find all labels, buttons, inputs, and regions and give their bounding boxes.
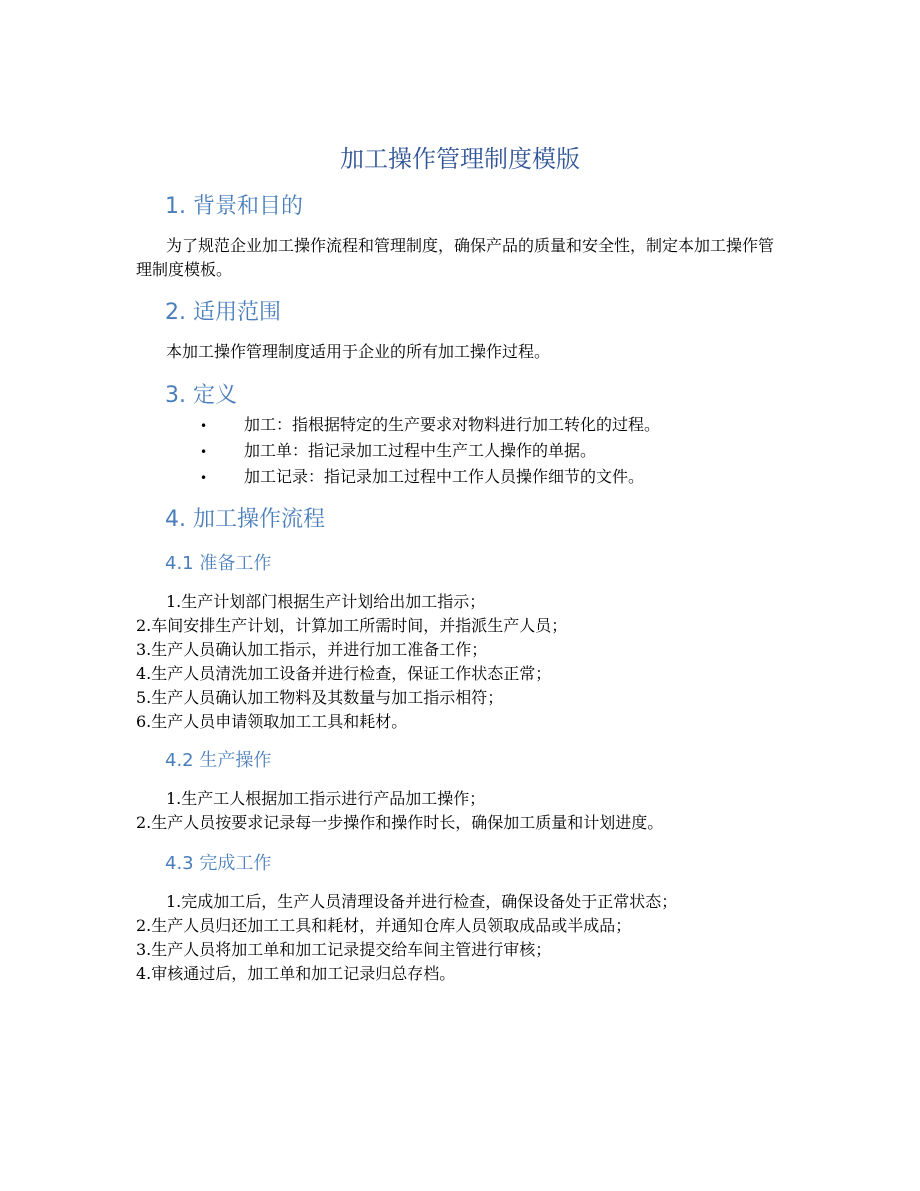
definition-item bbox=[200, 439, 596, 464]
procedure-line: 6.生产人员申请领取加工工具和耗材。 bbox=[136, 712, 408, 731]
procedure-line: 1.完成加工后，生产人员清理设备并进行检查，确保设备处于正常状态； bbox=[166, 892, 678, 911]
procedure-line: 3.生产人员确认加工指示，并进行加工准备工作； bbox=[136, 640, 488, 659]
subsection-heading-completion: 4.3 完成工作 bbox=[165, 853, 272, 874]
document-title: 加工操作管理制度模版 bbox=[340, 145, 580, 173]
procedure-line: 5.生产人员确认加工物料及其数量与加工指示相符； bbox=[136, 688, 504, 707]
definition-text: 加工单：指记录加工过程中生产工人操作的单据。 bbox=[244, 441, 597, 460]
definition-item bbox=[200, 465, 644, 490]
procedure-line: 4.审核通过后，加工单和加工记录归总存档。 bbox=[136, 964, 456, 983]
subsection-heading-production: 4.2 生产操作 bbox=[165, 750, 272, 771]
section-body-scope: 本加工操作管理制度适用于企业的所有加工操作过程。 bbox=[166, 342, 551, 361]
definition-item bbox=[200, 413, 660, 438]
procedure-line: 2.生产人员归还加工工具和耗材，并通知仓库人员领取成品或半成品； bbox=[136, 916, 632, 935]
procedure-line: 2.生产人员按要求记录每一步操作和操作时长，确保加工质量和计划进度。 bbox=[136, 813, 664, 832]
definition-text: 加工记录：指记录加工过程中工作人员操作细节的文件。 bbox=[244, 467, 645, 486]
section-heading-definitions: 3. 定义 bbox=[165, 383, 237, 408]
procedure-line: 1.生产工人根据加工指示进行产品加工操作； bbox=[166, 789, 486, 808]
procedure-line: 1.生产计划部门根据生产计划给出加工指示； bbox=[166, 592, 486, 611]
section-heading-process: 4. 加工操作流程 bbox=[165, 507, 325, 532]
bullet-icon: • bbox=[200, 445, 208, 459]
procedure-line: 4.生产人员清洗加工设备并进行检查，保证工作状态正常； bbox=[136, 664, 552, 683]
procedure-line: 2.车间安排生产计划，计算加工所需时间，并指派生产人员； bbox=[136, 616, 568, 635]
bullet-icon: • bbox=[200, 471, 208, 485]
procedure-line: 3.生产人员将加工单和加工记录提交给车间主管进行审核； bbox=[136, 940, 552, 959]
section-body-background: 为了规范企业加工操作流程和管理制度，确保产品的质量和安全性，制定本加工操作管理制度模板。 bbox=[136, 236, 775, 279]
bullet-icon: • bbox=[200, 419, 208, 433]
section-heading-background: 1. 背景和目的 bbox=[165, 194, 303, 219]
section-heading-scope: 2. 适用范围 bbox=[165, 300, 281, 325]
definition-text: 加工：指根据特定的生产要求对物料进行加工转化的过程。 bbox=[244, 415, 661, 434]
subsection-heading-preparation: 4.1 准备工作 bbox=[165, 553, 272, 574]
